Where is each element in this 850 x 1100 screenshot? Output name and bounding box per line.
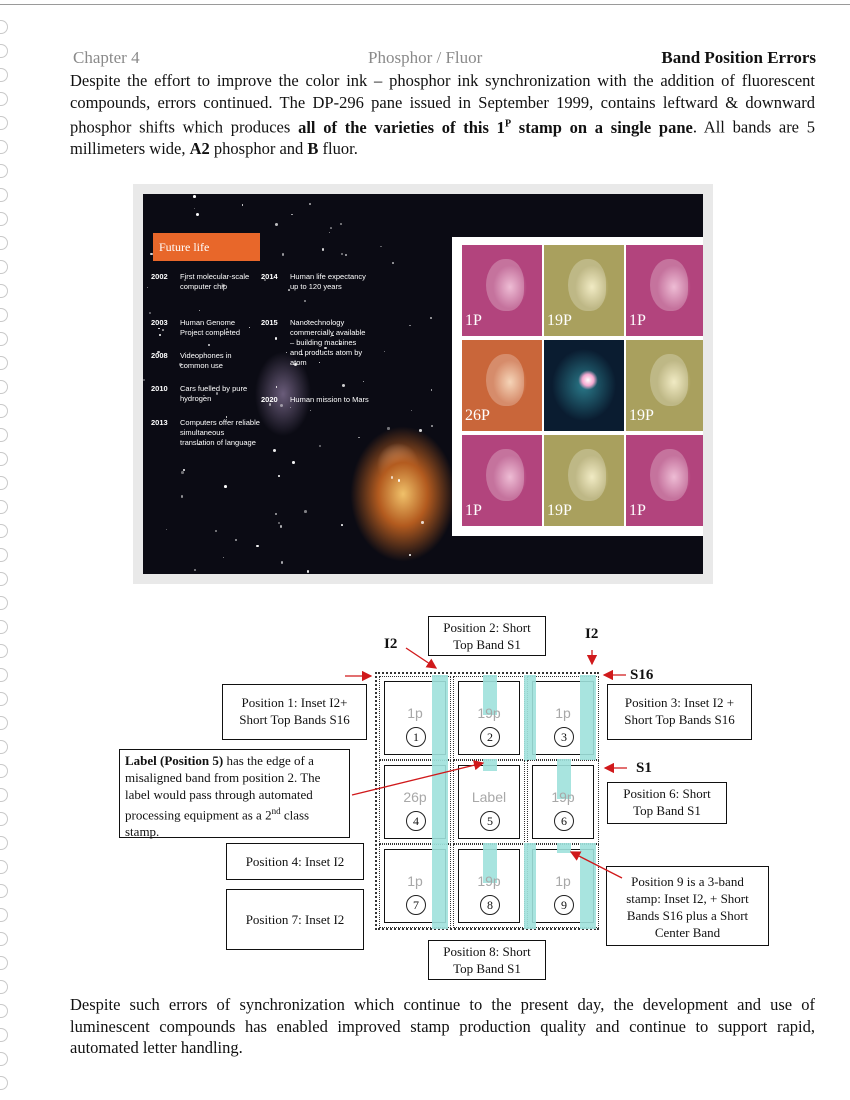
stamp-value-text: 19p [477,705,501,721]
i2-left-label: I2 [384,636,398,652]
position-number: 8 [480,895,500,915]
stamp-value-text: 19p [477,873,501,889]
position-number: 5 [480,811,500,831]
position-3-box: Position 3: Inset I2 + Short Top Bands S16 [607,684,752,740]
position-9-box: Position 9 is a 3-band stamp: Inset I2, + Short Bands S16 plus a Short Center Band [606,866,769,946]
stamp-value-text: Label [471,789,507,805]
position-7-box: Position 7: Inset I2 [226,889,364,950]
position-4-box: Position 4: Inset I2 [226,843,364,880]
position-number: 1 [406,727,426,747]
arrow-label [352,763,483,795]
s16-label: S16 [630,667,654,683]
stamp-19p: 19P [544,245,624,336]
stamp-19p: 19P [626,340,703,431]
arrow-i2-left [406,648,436,668]
stamp-value-text: 26p [403,789,427,805]
intro-paragraph: Despite the effort to improve the color ink – phosphor ink synchronization with the addition of fluorescent compounds, errors continued. The DP-296 pane issued in September 1999, contains leftward & downward phosphor shifts which produces all of the varieties of this $1^P$ stamp on a single pane. All bands are 5 millimeters wide, A2 phosphor and B fluor. [70,71,816,158]
stamp-value-text: 1p [407,873,423,889]
stamp-value-text: 1p [555,873,571,889]
stamp-26p: 26P [462,340,542,431]
stamp-1p: 1P [626,435,703,526]
position-number: 2 [480,727,500,747]
section-label: Phosphor / Fluor [368,48,483,67]
stamp-value-text: 1p [555,705,571,721]
stamp-1p: 1P [462,245,542,336]
position-2-box: Position 2: Short Top Band S1 [428,616,546,656]
stamp-1p: 1P [462,435,542,526]
space-background: Future life 2002 First molecular-scale computer chip 2014 Human life expectancy up to 120 years 2003 Human Genome Project completed 2015 Nanotechnology commercially available – building machines and products atom by atom 2008 Videophones in common use 2010 Cars fuelled by pure hydrogen 2020 Human mission to Mars 2013 Computers offer reliable simultaneous translation of language 1P 19P 1P 26P 19P 1P 19P 1P [143,194,703,574]
stamp-value-text: 1p [407,705,423,721]
page-title: Band Position Errors [661,48,816,67]
chapter-label: Chapter 4 [73,48,140,67]
position-1-box: Position 1: Inset I2+ Short Top Bands S16 [222,684,367,740]
stamp-value-text: 19p [551,789,575,805]
stamp-19p: 19P [544,435,624,526]
position-8-box: Position 8: Short Top Band S1 [428,940,546,980]
position-number: 6 [554,811,574,831]
stamp-1p: 1P [626,245,703,336]
arrow-position-9 [571,852,622,878]
s1-label: S1 [636,760,652,776]
closing-paragraph: Despite such errors of synchronization which continue to the present day, the development and use of luminescent compounds has enabled improved stamp production quality and continue to support rapid, automated letter handling. [70,995,815,1057]
position-number: 3 [554,727,574,747]
position-number: 4 [406,811,426,831]
i2-right-label: I2 [585,626,599,642]
position-number: 9 [554,895,574,915]
position-number: 7 [406,895,426,915]
future-life-title: Future life [153,233,260,261]
position-6-box: Position 6: Short Top Band S1 [607,782,727,824]
label-note-box: Label (Position 5) has the edge of a misaligned band from position 2. The label would pass through automated processing equipment as a 2nd class stamp. [119,749,350,838]
